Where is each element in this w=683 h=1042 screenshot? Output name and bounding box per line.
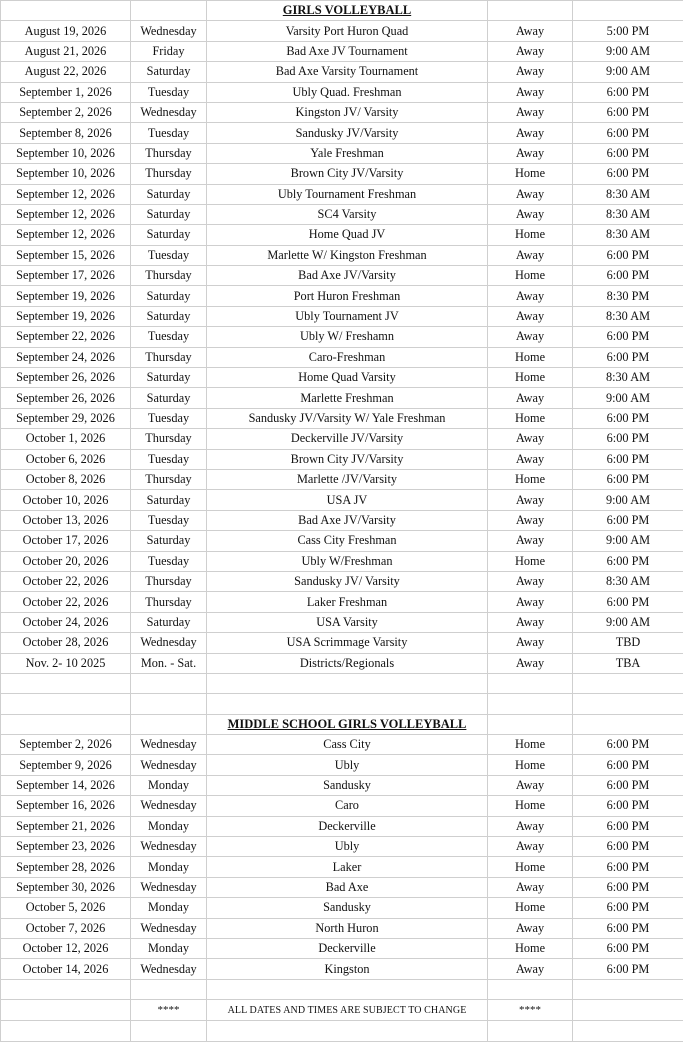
time-cell: 6:00 PM: [573, 102, 683, 122]
date-cell: October 14, 2026: [1, 959, 131, 979]
middle-school-game-row: [1, 735, 683, 755]
location-cell: Away: [488, 62, 573, 82]
time-cell: 8:30 AM: [573, 184, 683, 204]
time-cell: 6:00 PM: [573, 959, 683, 979]
location-cell: Home: [488, 755, 573, 775]
event-cell: Laker: [207, 857, 488, 877]
middle-school-section-title: MIDDLE SCHOOL GIRLS VOLLEYBALL: [228, 717, 467, 731]
location-cell: Away: [488, 612, 573, 632]
date-cell: September 1, 2026: [1, 82, 131, 102]
date-cell: September 24, 2026: [1, 347, 131, 367]
day-cell: Wednesday: [131, 633, 207, 653]
location-cell: Away: [488, 143, 573, 163]
event-cell: USA Varsity: [207, 612, 488, 632]
location-cell: Away: [488, 245, 573, 265]
time-cell: 8:30 AM: [573, 225, 683, 245]
location-cell: Home: [488, 796, 573, 816]
day-cell: Tuesday: [131, 123, 207, 143]
time-cell: 6:00 PM: [573, 143, 683, 163]
time-cell: 6:00 PM: [573, 775, 683, 795]
day-cell: Wednesday: [131, 102, 207, 122]
time-cell: 9:00 AM: [573, 531, 683, 551]
time-cell: 6:00 PM: [573, 164, 683, 184]
time-cell: 6:00 PM: [573, 347, 683, 367]
time-cell: 5:00 PM: [573, 21, 683, 41]
varsity-game-row: [1, 531, 683, 551]
day-cell: Wednesday: [131, 755, 207, 775]
location-cell: Home: [488, 469, 573, 489]
day-cell: Tuesday: [131, 245, 207, 265]
middle-school-rows: [1, 735, 683, 980]
middle-school-game-row: [1, 938, 683, 958]
location-cell: Away: [488, 306, 573, 326]
event-cell: USA JV: [207, 490, 488, 510]
day-cell: Saturday: [131, 306, 207, 326]
date-cell: October 22, 2026: [1, 592, 131, 612]
location-cell: Away: [488, 775, 573, 795]
event-cell: Sandusky JV/Varsity: [207, 123, 488, 143]
varsity-rows: [1, 21, 683, 674]
location-cell: Away: [488, 184, 573, 204]
event-cell: Varsity Port Huron Quad: [207, 21, 488, 41]
varsity-game-row: [1, 306, 683, 326]
date-cell: September 22, 2026: [1, 327, 131, 347]
event-cell: Ubly W/ Freshamn: [207, 327, 488, 347]
time-cell: 6:00 PM: [573, 469, 683, 489]
varsity-game-row: [1, 633, 683, 653]
time-cell: 8:30 AM: [573, 204, 683, 224]
location-cell: Home: [488, 164, 573, 184]
time-cell: 8:30 AM: [573, 368, 683, 388]
varsity-game-row: [1, 204, 683, 224]
time-cell: 6:00 PM: [573, 245, 683, 265]
time-cell: 6:00 PM: [573, 123, 683, 143]
event-cell: Deckerville: [207, 816, 488, 836]
varsity-game-row: [1, 469, 683, 489]
day-cell: Saturday: [131, 184, 207, 204]
varsity-game-row: [1, 41, 683, 61]
varsity-game-row: [1, 551, 683, 571]
event-cell: Cass City: [207, 735, 488, 755]
middle-school-game-row: [1, 796, 683, 816]
middle-school-game-row: [1, 775, 683, 795]
time-cell: 9:00 AM: [573, 490, 683, 510]
varsity-game-row: [1, 21, 683, 41]
middle-school-game-row: [1, 755, 683, 775]
date-cell: September 2, 2026: [1, 102, 131, 122]
date-cell: October 10, 2026: [1, 490, 131, 510]
varsity-game-row: [1, 571, 683, 591]
day-cell: Saturday: [131, 490, 207, 510]
varsity-game-row: [1, 245, 683, 265]
date-cell: October 7, 2026: [1, 918, 131, 938]
event-cell: Port Huron Freshman: [207, 286, 488, 306]
varsity-game-row: [1, 102, 683, 122]
date-cell: September 15, 2026: [1, 245, 131, 265]
location-cell: Away: [488, 286, 573, 306]
footer-note: ALL DATES AND TIMES ARE SUBJECT TO CHANGE: [228, 1005, 467, 1016]
time-cell: 6:00 PM: [573, 796, 683, 816]
day-cell: Wednesday: [131, 837, 207, 857]
middle-school-game-row: [1, 877, 683, 897]
location-cell: Away: [488, 816, 573, 836]
event-cell: Cass City Freshman: [207, 531, 488, 551]
date-cell: October 12, 2026: [1, 938, 131, 958]
time-cell: 6:00 PM: [573, 592, 683, 612]
varsity-game-row: [1, 266, 683, 286]
time-cell: 6:00 PM: [573, 755, 683, 775]
event-cell: Marlette W/ Kingston Freshman: [207, 245, 488, 265]
event-cell: Sandusky: [207, 898, 488, 918]
spacer-row: [1, 694, 683, 714]
date-cell: October 28, 2026: [1, 633, 131, 653]
location-cell: Away: [488, 204, 573, 224]
day-cell: Thursday: [131, 592, 207, 612]
location-cell: Away: [488, 653, 573, 673]
location-cell: Away: [488, 123, 573, 143]
date-cell: September 12, 2026: [1, 225, 131, 245]
time-cell: 8:30 PM: [573, 286, 683, 306]
event-cell: Kingston: [207, 959, 488, 979]
day-cell: Wednesday: [131, 735, 207, 755]
time-cell: 6:00 PM: [573, 551, 683, 571]
event-cell: Ubly Tournament Freshman: [207, 184, 488, 204]
location-cell: Away: [488, 510, 573, 530]
varsity-game-row: [1, 592, 683, 612]
day-cell: Thursday: [131, 347, 207, 367]
event-cell: Laker Freshman: [207, 592, 488, 612]
varsity-game-row: [1, 347, 683, 367]
time-cell: 6:00 PM: [573, 510, 683, 530]
varsity-game-row: [1, 510, 683, 530]
event-cell: Ubly Tournament JV: [207, 306, 488, 326]
date-cell: September 8, 2026: [1, 123, 131, 143]
event-cell: Ubly: [207, 755, 488, 775]
varsity-game-row: [1, 286, 683, 306]
footer-row: [1, 1000, 683, 1021]
date-cell: August 22, 2026: [1, 62, 131, 82]
day-cell: Tuesday: [131, 449, 207, 469]
middle-school-game-row: [1, 837, 683, 857]
day-cell: Saturday: [131, 204, 207, 224]
date-cell: September 12, 2026: [1, 204, 131, 224]
varsity-game-row: [1, 184, 683, 204]
varsity-game-row: [1, 612, 683, 632]
day-cell: Monday: [131, 816, 207, 836]
day-cell: Wednesday: [131, 959, 207, 979]
day-cell: Tuesday: [131, 551, 207, 571]
time-cell: 9:00 AM: [573, 41, 683, 61]
event-cell: Brown City JV/Varsity: [207, 449, 488, 469]
date-cell: September 21, 2026: [1, 816, 131, 836]
time-cell: 6:00 PM: [573, 429, 683, 449]
varsity-section-title: GIRLS VOLLEYBALL: [283, 3, 411, 17]
event-cell: Sandusky JV/ Varsity: [207, 571, 488, 591]
location-cell: Away: [488, 429, 573, 449]
location-cell: Home: [488, 408, 573, 428]
date-cell: September 30, 2026: [1, 877, 131, 897]
event-cell: Marlette Freshman: [207, 388, 488, 408]
date-cell: October 5, 2026: [1, 898, 131, 918]
location-cell: Away: [488, 633, 573, 653]
event-cell: USA Scrimmage Varsity: [207, 633, 488, 653]
day-cell: Monday: [131, 938, 207, 958]
location-cell: Away: [488, 959, 573, 979]
event-cell: Bad Axe Varsity Tournament: [207, 62, 488, 82]
event-cell: Bad Axe JV Tournament: [207, 41, 488, 61]
varsity-game-row: [1, 408, 683, 428]
day-cell: Thursday: [131, 469, 207, 489]
date-cell: October 1, 2026: [1, 429, 131, 449]
time-cell: 6:00 PM: [573, 918, 683, 938]
event-cell: Caro-Freshman: [207, 347, 488, 367]
date-cell: August 19, 2026: [1, 21, 131, 41]
date-cell: September 19, 2026: [1, 286, 131, 306]
time-cell: 6:00 PM: [573, 877, 683, 897]
varsity-title-row: [1, 1, 683, 21]
day-cell: Tuesday: [131, 327, 207, 347]
time-cell: 9:00 AM: [573, 612, 683, 632]
location-cell: Home: [488, 735, 573, 755]
middle-school-game-row: [1, 857, 683, 877]
day-cell: Saturday: [131, 62, 207, 82]
date-cell: October 13, 2026: [1, 510, 131, 530]
date-cell: September 29, 2026: [1, 408, 131, 428]
location-cell: Away: [488, 490, 573, 510]
time-cell: 6:00 PM: [573, 898, 683, 918]
location-cell: Away: [488, 327, 573, 347]
date-cell: August 21, 2026: [1, 41, 131, 61]
date-cell: September 19, 2026: [1, 306, 131, 326]
footer-stars-right: ****: [519, 1004, 541, 1016]
event-cell: Deckerville JV/Varsity: [207, 429, 488, 449]
time-cell: 6:00 PM: [573, 327, 683, 347]
time-cell: 9:00 AM: [573, 388, 683, 408]
time-cell: TBD: [573, 633, 683, 653]
date-cell: September 10, 2026: [1, 143, 131, 163]
event-cell: Brown City JV/Varsity: [207, 164, 488, 184]
date-cell: September 2, 2026: [1, 735, 131, 755]
varsity-game-row: [1, 327, 683, 347]
time-cell: TBA: [573, 653, 683, 673]
date-cell: September 9, 2026: [1, 755, 131, 775]
event-cell: Kingston JV/ Varsity: [207, 102, 488, 122]
varsity-game-row: [1, 490, 683, 510]
date-cell: October 22, 2026: [1, 571, 131, 591]
day-cell: Wednesday: [131, 918, 207, 938]
location-cell: Home: [488, 857, 573, 877]
varsity-game-row: [1, 164, 683, 184]
date-cell: October 17, 2026: [1, 531, 131, 551]
location-cell: Away: [488, 449, 573, 469]
location-cell: Away: [488, 21, 573, 41]
day-cell: Monday: [131, 898, 207, 918]
event-cell: Sandusky JV/Varsity W/ Yale Freshman: [207, 408, 488, 428]
time-cell: 6:00 PM: [573, 82, 683, 102]
event-cell: Bad Axe JV/Varsity: [207, 510, 488, 530]
location-cell: Away: [488, 41, 573, 61]
day-cell: Thursday: [131, 571, 207, 591]
event-cell: Ubly W/Freshman: [207, 551, 488, 571]
date-cell: Nov. 2- 10 2025: [1, 653, 131, 673]
event-cell: Home Quad JV: [207, 225, 488, 245]
day-cell: Saturday: [131, 225, 207, 245]
varsity-game-row: [1, 388, 683, 408]
footer-stars-left: ****: [158, 1004, 180, 1016]
event-cell: Home Quad Varsity: [207, 368, 488, 388]
event-cell: Ubly: [207, 837, 488, 857]
day-cell: Saturday: [131, 368, 207, 388]
location-cell: Home: [488, 347, 573, 367]
date-cell: September 17, 2026: [1, 266, 131, 286]
time-cell: 6:00 PM: [573, 408, 683, 428]
location-cell: Away: [488, 82, 573, 102]
day-cell: Saturday: [131, 612, 207, 632]
event-cell: Yale Freshman: [207, 143, 488, 163]
date-cell: September 26, 2026: [1, 388, 131, 408]
location-cell: Home: [488, 225, 573, 245]
day-cell: Mon. - Sat.: [131, 653, 207, 673]
time-cell: 6:00 PM: [573, 938, 683, 958]
day-cell: Wednesday: [131, 796, 207, 816]
location-cell: Away: [488, 388, 573, 408]
time-cell: 6:00 PM: [573, 266, 683, 286]
time-cell: 6:00 PM: [573, 837, 683, 857]
date-cell: September 14, 2026: [1, 775, 131, 795]
varsity-game-row: [1, 368, 683, 388]
date-cell: October 6, 2026: [1, 449, 131, 469]
location-cell: Home: [488, 266, 573, 286]
day-cell: Tuesday: [131, 408, 207, 428]
middle-school-game-row: [1, 959, 683, 979]
day-cell: Thursday: [131, 429, 207, 449]
day-cell: Thursday: [131, 164, 207, 184]
date-cell: September 26, 2026: [1, 368, 131, 388]
varsity-game-row: [1, 225, 683, 245]
date-cell: October 8, 2026: [1, 469, 131, 489]
day-cell: Wednesday: [131, 21, 207, 41]
location-cell: Home: [488, 551, 573, 571]
spacer-row: [1, 979, 683, 999]
date-cell: September 12, 2026: [1, 184, 131, 204]
time-cell: 9:00 AM: [573, 62, 683, 82]
varsity-game-row: [1, 429, 683, 449]
time-cell: 6:00 PM: [573, 449, 683, 469]
event-cell: Bad Axe JV/Varsity: [207, 266, 488, 286]
day-cell: Thursday: [131, 143, 207, 163]
date-cell: September 10, 2026: [1, 164, 131, 184]
event-cell: Districts/Regionals: [207, 653, 488, 673]
day-cell: Tuesday: [131, 82, 207, 102]
day-cell: Friday: [131, 41, 207, 61]
day-cell: Monday: [131, 775, 207, 795]
location-cell: Away: [488, 571, 573, 591]
date-cell: October 24, 2026: [1, 612, 131, 632]
time-cell: 8:30 AM: [573, 571, 683, 591]
varsity-game-row: [1, 62, 683, 82]
middle-school-title-row: [1, 714, 683, 734]
day-cell: Tuesday: [131, 510, 207, 530]
day-cell: Saturday: [131, 286, 207, 306]
varsity-game-row: [1, 123, 683, 143]
day-cell: Monday: [131, 857, 207, 877]
location-cell: Away: [488, 531, 573, 551]
location-cell: Away: [488, 877, 573, 897]
day-cell: Thursday: [131, 266, 207, 286]
middle-school-game-row: [1, 918, 683, 938]
event-cell: Caro: [207, 796, 488, 816]
time-cell: 6:00 PM: [573, 857, 683, 877]
time-cell: 8:30 AM: [573, 306, 683, 326]
date-cell: September 28, 2026: [1, 857, 131, 877]
varsity-game-row: [1, 449, 683, 469]
date-cell: September 16, 2026: [1, 796, 131, 816]
varsity-game-row: [1, 653, 683, 673]
event-cell: Marlette /JV/Varsity: [207, 469, 488, 489]
location-cell: Home: [488, 898, 573, 918]
location-cell: Away: [488, 918, 573, 938]
location-cell: Away: [488, 102, 573, 122]
location-cell: Away: [488, 837, 573, 857]
varsity-game-row: [1, 143, 683, 163]
event-cell: Ubly Quad. Freshman: [207, 82, 488, 102]
date-cell: October 20, 2026: [1, 551, 131, 571]
date-cell: September 23, 2026: [1, 837, 131, 857]
event-cell: North Huron: [207, 918, 488, 938]
day-cell: Saturday: [131, 531, 207, 551]
middle-school-game-row: [1, 898, 683, 918]
time-cell: 6:00 PM: [573, 735, 683, 755]
spacer-row: [1, 673, 683, 693]
location-cell: Home: [488, 938, 573, 958]
location-cell: Away: [488, 592, 573, 612]
location-cell: Home: [488, 368, 573, 388]
event-cell: Deckerville: [207, 938, 488, 958]
event-cell: Sandusky: [207, 775, 488, 795]
day-cell: Saturday: [131, 388, 207, 408]
varsity-game-row: [1, 82, 683, 102]
event-cell: SC4 Varsity: [207, 204, 488, 224]
event-cell: Bad Axe: [207, 877, 488, 897]
time-cell: 6:00 PM: [573, 816, 683, 836]
middle-school-game-row: [1, 816, 683, 836]
day-cell: Wednesday: [131, 877, 207, 897]
